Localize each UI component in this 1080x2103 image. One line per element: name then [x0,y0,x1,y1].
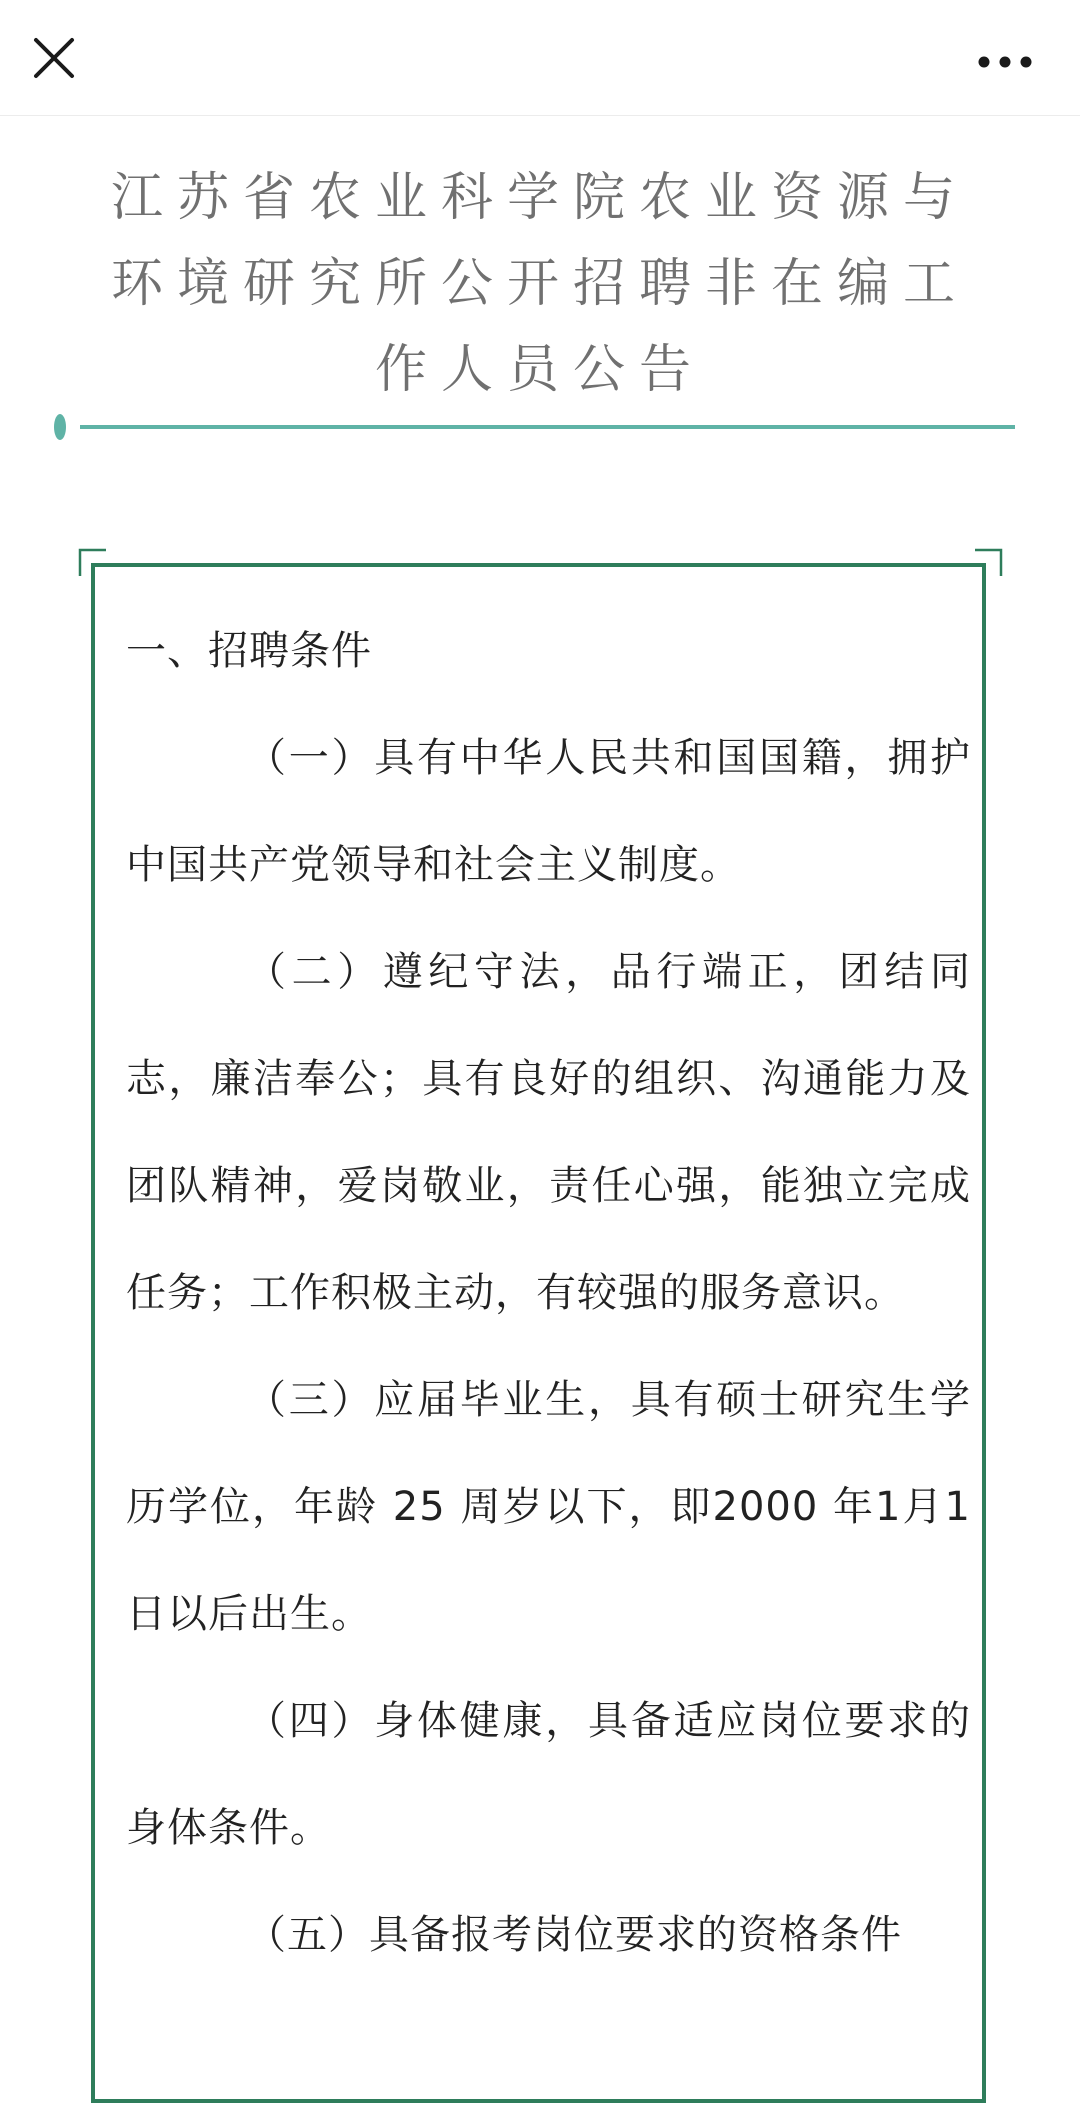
condition-item-5: （五）具备报考岗位要求的资格条件 [246,1912,902,1958]
article-body [126,598,971,1989]
title-divider [50,412,1015,442]
condition-item-3: （三）应届毕业生，具有硕士研究生学历学位，年龄 25 周岁以下，即2000 年1月1日以后出生。 [126,1377,971,1637]
condition-item-2: （二）遵纪守法，品行端正，团结同志，廉洁奉公；具有良好的组织、沟通能力及团队精神，爱岗敬业，责任心强，能独立完成任务；工作积极主动，有较强的服务意识。 [126,949,971,1316]
close-icon[interactable] [26,30,82,86]
more-icon[interactable] [972,38,1042,86]
condition-item-1: （一）具有中华人民共和国国籍，拥护中国共产党领导和社会主义制度。 [126,735,971,888]
section-heading: 一、招聘条件 [126,628,372,674]
article-title: 江苏省农业科学院农业资源与环境研究所公开招聘非在编工作人员公告 [110,168,969,400]
condition-item-4: （四）身体健康，具备适应岗位要求的身体条件。 [126,1698,971,1851]
top-bar [0,0,1080,116]
